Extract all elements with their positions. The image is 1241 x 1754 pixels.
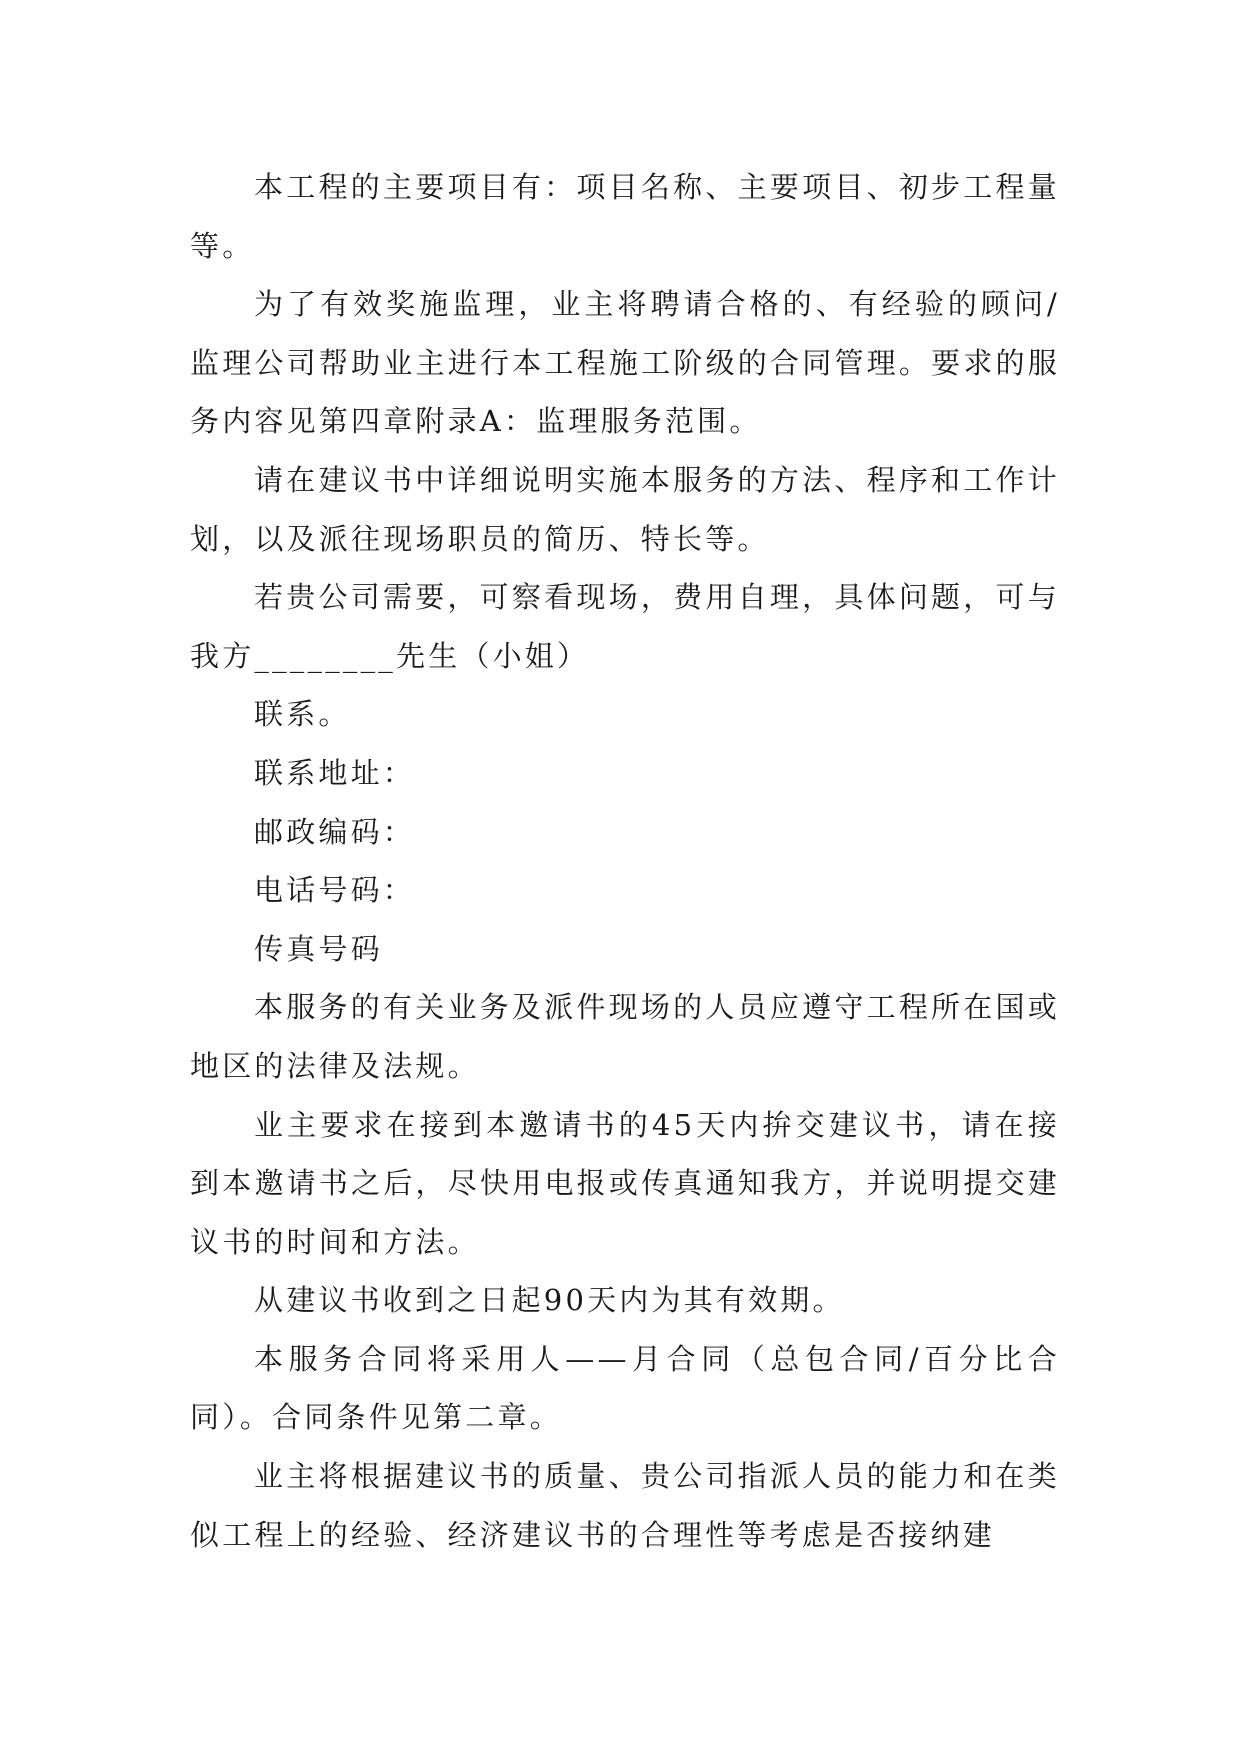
paragraph-main-items: 本工程的主要项目有：项目名称、主要项目、初步工程量等。 xyxy=(190,170,1060,263)
paragraph-contract-type: 本服务合同将采用人——月合同（总包合同/百分比合同）。合同条件见第二章。 xyxy=(190,1341,1060,1435)
paragraph-validity-period: 从建议书收到之日起90天内为其有效期。 xyxy=(254,1283,845,1318)
document-body xyxy=(190,158,1060,1564)
paragraph-evaluation-criteria: 业主将根据建议书的质量、贵公司指派人员的能力和在类似工程上的经验、经济建议书的合理性等考虑是否接纳建 xyxy=(190,1459,1060,1552)
phone-number-label: 电话号码： xyxy=(254,873,416,908)
postal-code-label: 邮政编码： xyxy=(254,814,416,849)
paragraph-site-visit: 若贵公司需要，可察看现场，费用自理，具体问题，可与我方________先生（小姐） xyxy=(190,580,1060,673)
paragraph-contact: 联系。 xyxy=(254,697,351,732)
paragraph-submission-deadline: 业主要求在接到本邀请书的45天内拚交建议书，请在接到本邀请书之后，尽快用电报或传真通知我方，并说明提交建议书的时间和方法。 xyxy=(190,1107,1060,1259)
paragraph-supervision-purpose: 为了有效奖施监理，业主将聘请合格的、有经验的顾问/监理公司帮助业主进行本工程施工阶级的合同管理。要求的服务内容见第四章附录A：监理服务范围。 xyxy=(190,287,1060,439)
contact-address-label: 联系地址： xyxy=(254,755,416,790)
paragraph-proposal-details: 请在建议书中详细说明实施本服务的方法、程序和工作计划，以及派往现场职员的简历、特长等。 xyxy=(190,462,1060,556)
paragraph-laws-compliance: 本服务的有关业务及派件现场的人员应遵守工程所在国或地区的法律及法规。 xyxy=(190,990,1060,1083)
fax-number-label: 传真号码 xyxy=(254,931,383,966)
